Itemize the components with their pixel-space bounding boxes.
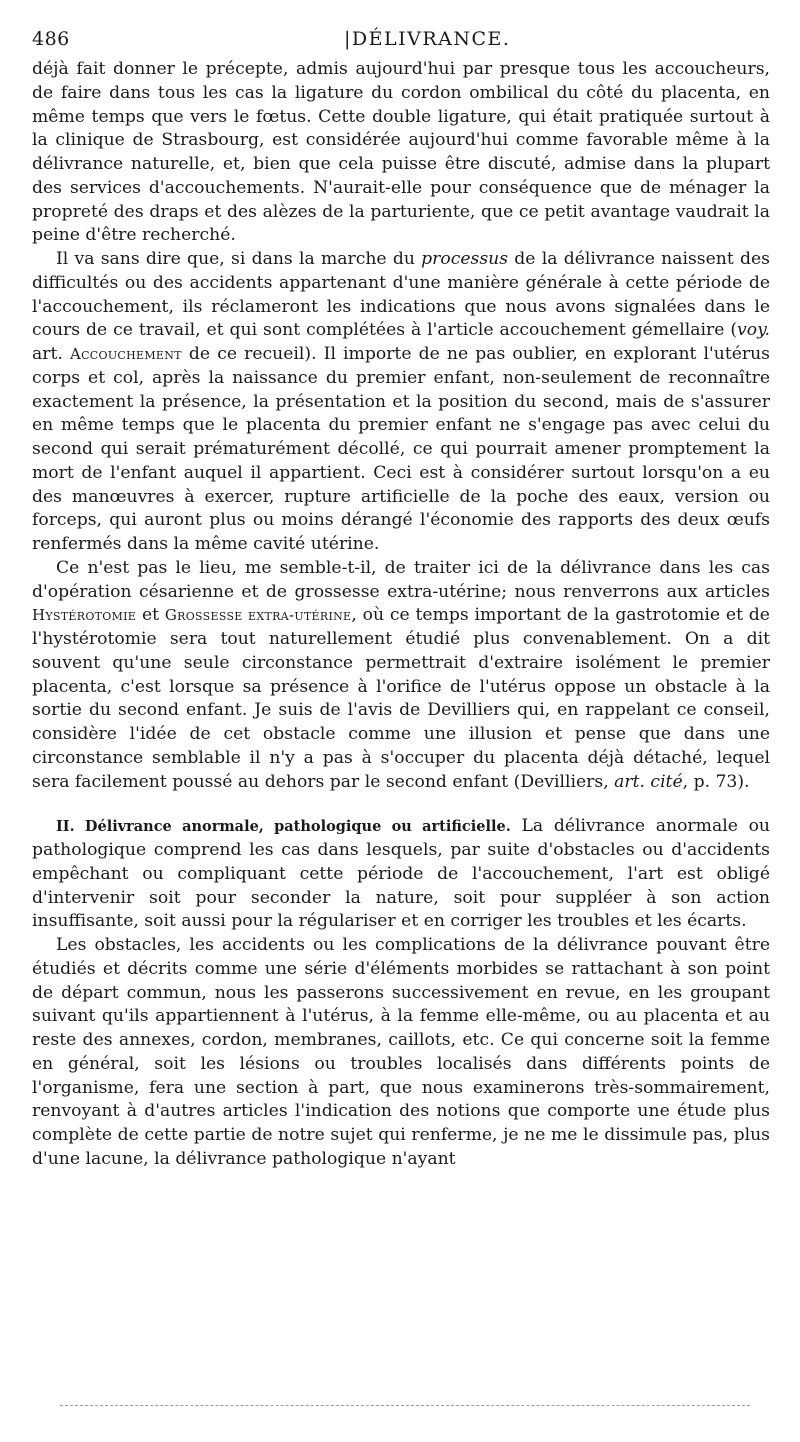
page-number: 486 [32, 28, 70, 50]
page-body [32, 58, 770, 1172]
article-reference: Accouchement [69, 345, 182, 363]
text-run: de la délivrance naissent des difficultés ou des accidents appartenant d'une manière générale à cette période de l'accouchement, ils réclameront les indications que nous avons signalées dans le cours de ce travail, et qui sont complétées à l'article accouchement gémellaire ( [32, 249, 770, 341]
footer-dashed-rule [60, 1405, 750, 1406]
running-header [32, 22, 768, 52]
italic-citation: art. cité [614, 771, 683, 792]
paragraph-1: déjà fait donner le précepte, admis aujourd'hui par presque tous les accoucheurs, de faire dans tous les cas la ligature du cordon ombilical du côté du placenta, en même temps que vers le fœtus. Cette double ligature, qui était pratiquée surtout à la clinique de Strasbourg, est considérée aujourd'hui comme favorable même à la délivrance naturelle, et, bien que cela puisse être discuté, admise dans la plupart des services d'accouchements. N'aurait-elle pour conséquence que de ménager la propreté des draps et des alèzes de la parturiente, que ce petit avantage vaudrait la peine d'être recherché. [32, 59, 770, 246]
article-reference: Grossesse extra-utérine [164, 606, 352, 625]
text-run: art. [32, 344, 70, 364]
paragraph-2 [32, 248, 770, 557]
paragraph-5: Les obstacles, les accidents ou les complications de la délivrance pouvant être étudiés et décrits comme une série d'éléments morbides se rattachant à son point de départ commun, nous les passerons successivement en revue, en les groupant suivant qu'ils appartiennent à l'utérus, à la femme elle-même, ou au placenta et au reste des annexes, cordon, membranes, caillots, etc. Ce qui concerne soit la femme en général, soit les lésions ou troubles localisés dans différents points de l'organisme, fera une section à part, que nous examinerons très-sommairement, renvoyant à d'autres articles l'indication des notions que comporte une étude plus complète de cette partie de notre sujet qui renferme, je ne me le dissimule pas, plus d'une lacune, la délivrance pathologique n'ayant [32, 935, 770, 1169]
italic-term-processus: processus [421, 249, 509, 269]
running-title: |DÉLIVRANCE. [344, 28, 511, 50]
italic-abbrev-voy: voy. [737, 320, 770, 341]
text-run: de ce recueil). Il importe de ne pas oublier, en explorant l'utérus corps et col, après la naissance du premier enfant, non-seulement de reconnaître exactement la présence, la présentation et la position du second, mais de s'assurer en même temps que le placenta du premier enfant ne s'engage pas avec celui du second qui serait prématurément décollé, ce qui pourrait amener promptement la mort de l'enfant auquel il appartient. Ceci est à considérer surtout lorsqu'on a eu des manœuvres à exercer, rupture artificielle de la poche des eaux, version ou forceps, qui auront plus ou moins dérangé l'économie des rapports des deux œufs renfermés dans la même cavité utérine. [32, 344, 771, 554]
section-heading: II. Délivrance anormale, pathologique ou artificielle. [56, 818, 511, 836]
paragraph-4-section [32, 815, 770, 934]
paragraph-3 [32, 557, 770, 795]
text-run: et [136, 605, 165, 626]
text-run: Ce n'est pas le lieu, me semble-t-il, de traiter ici de la délivrance dans les cas d'opération césarienne et de grossesse extra-utérine; nous renverrons aux articles [32, 557, 770, 602]
text-run: , où ce temps important de la gastrotomie et de l'hystérotomie sera tout naturellement étudié plus convenablement. On a dit souvent qu'une seule circonstance permettrait d'extraire isolément le premier placenta, c'est lorsque sa présence à l'orifice de l'utérus oppose un obstacle à la sortie du second enfant. Je suis de l'avis de Devilliers qui, en rappelant ce conseil, considère l'idée de cet obstacle comme une illusion et pense que dans une circonstance semblable il n'y a pas à s'occuper du placenta déjà détaché, lequel sera facilement poussé au dehors par le second enfant (Devilliers, [32, 605, 770, 792]
article-reference: Hystérotomie [32, 606, 137, 625]
text-run: La délivrance anormale ou pathologique comprend les cas dans lesquels, par suite d'obstacles ou d'accidents empêchant ou compliquant cette période de l'accouchement, l'art est obligé d'intervenir soit pour seconder la nature, soit pour suppléer à son action insuffisante, soit aussi pour la régulariser et en corriger les troubles et les écarts. [32, 816, 770, 932]
text-run: Il va sans dire que, si dans la marche du [56, 249, 422, 269]
text-run: , p. 73). [682, 771, 750, 792]
